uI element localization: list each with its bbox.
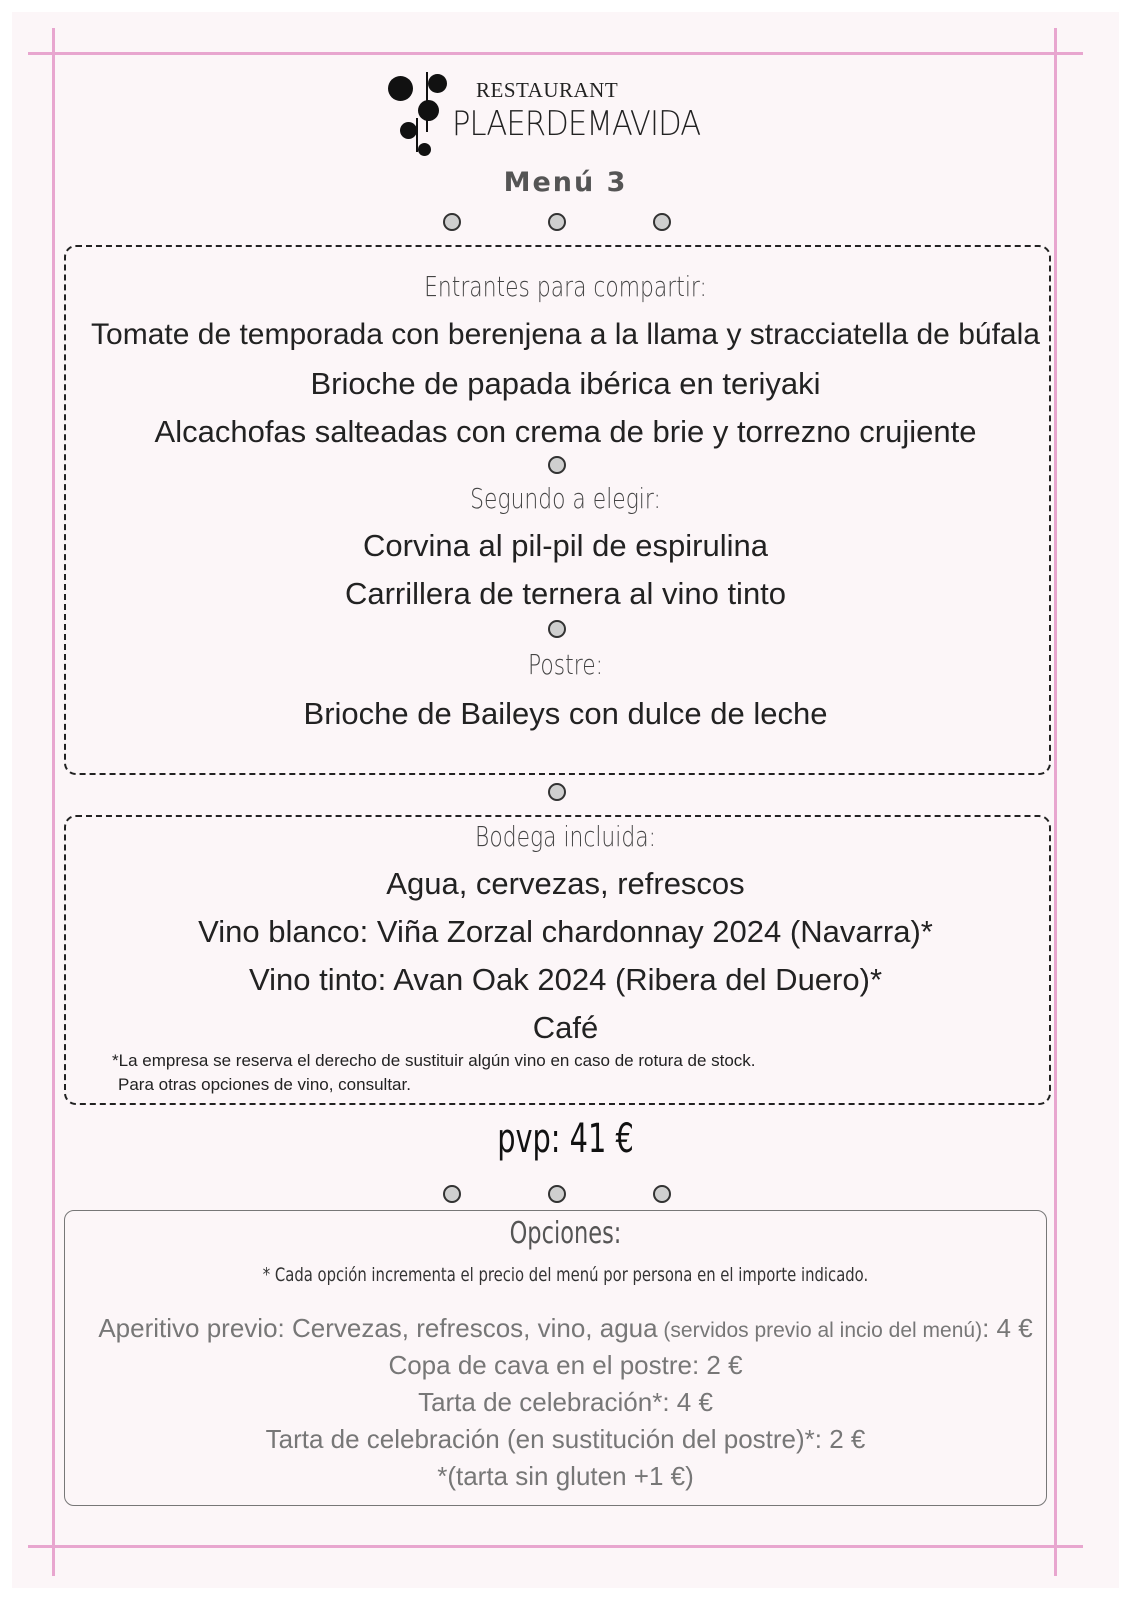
mains-heading: Segundo a elegir: — [470, 482, 661, 515]
drinks-heading: Bodega incluida: — [475, 820, 656, 853]
restaurant-logo — [394, 70, 734, 162]
menu-title: Menú 3 — [503, 167, 628, 198]
option-aperitivo-note: (servidos previo al incio del menú) — [657, 1319, 983, 1342]
main-item: Corvina al pil-pil de espirulina — [363, 528, 768, 563]
option-item: *(tarta sin gluten +1 €) — [437, 1461, 694, 1491]
dessert-item: Brioche de Baileys con dulce de leche — [303, 696, 828, 731]
options-subheading: * Cada opción incrementa el precio del menú por persona en el importe indicado. — [262, 1264, 869, 1286]
crop-mark-bottom — [28, 1545, 1083, 1548]
option-aperitivo — [0, 1313, 1131, 1344]
circle-icon — [548, 456, 566, 474]
drink-item: Café — [532, 1010, 599, 1045]
option-item: Tarta de celebración*: 4 € — [418, 1387, 713, 1417]
dessert-heading: Postre: — [527, 648, 603, 681]
option-aperitivo-text: Aperitivo previo: Cervezas, refrescos, vino, agua — [98, 1313, 658, 1343]
circle-icon — [443, 1185, 461, 1203]
drink-item: Vino blanco: Viña Zorzal chardonnay 2024 (Navarra)* — [198, 914, 933, 949]
circle-icon — [653, 1185, 671, 1203]
drink-item: Agua, cervezas, refrescos — [386, 866, 745, 901]
circle-icon — [653, 213, 671, 231]
drink-item: Vino tinto: Avan Oak 2024 (Ribera del Duero)* — [248, 962, 883, 997]
main-item: Carrillera de ternera al vino tinto — [344, 576, 787, 611]
circle-icon — [443, 213, 461, 231]
circle-icon — [548, 1185, 566, 1203]
circle-icon — [548, 783, 566, 801]
starter-item: Alcachofas salteadas con crema de brie y torrezno crujiente — [154, 414, 977, 449]
circle-icon — [548, 620, 566, 638]
wine-note: Para otras opciones de vino, consultar. — [118, 1075, 411, 1094]
logo-text-restaurant: RESTAURANT — [476, 78, 619, 102]
crop-mark-top — [28, 52, 1083, 55]
starter-item: Brioche de papada ibérica en teriyaki — [310, 366, 821, 401]
option-aperitivo-price: : 4 € — [982, 1313, 1033, 1343]
starter-item: Tomate de temporada con berenjena a la llama y stracciatella de búfala — [91, 318, 1040, 351]
circle-icon — [548, 213, 566, 231]
wine-note: *La empresa se reserva el derecho de sustituir algún vino en caso de rotura de stock. — [112, 1051, 756, 1070]
price: pvp: 41 € — [497, 1116, 634, 1162]
option-item: Tarta de celebración (en sustitución del postre)*: 2 € — [265, 1424, 866, 1454]
options-heading: Opciones: — [509, 1216, 622, 1251]
option-item: Copa de cava en el postre: 2 € — [388, 1350, 743, 1380]
logo-text-name: PLAERDEMAVIDA — [452, 104, 701, 144]
starters-heading: Entrantes para compartir: — [424, 270, 707, 303]
